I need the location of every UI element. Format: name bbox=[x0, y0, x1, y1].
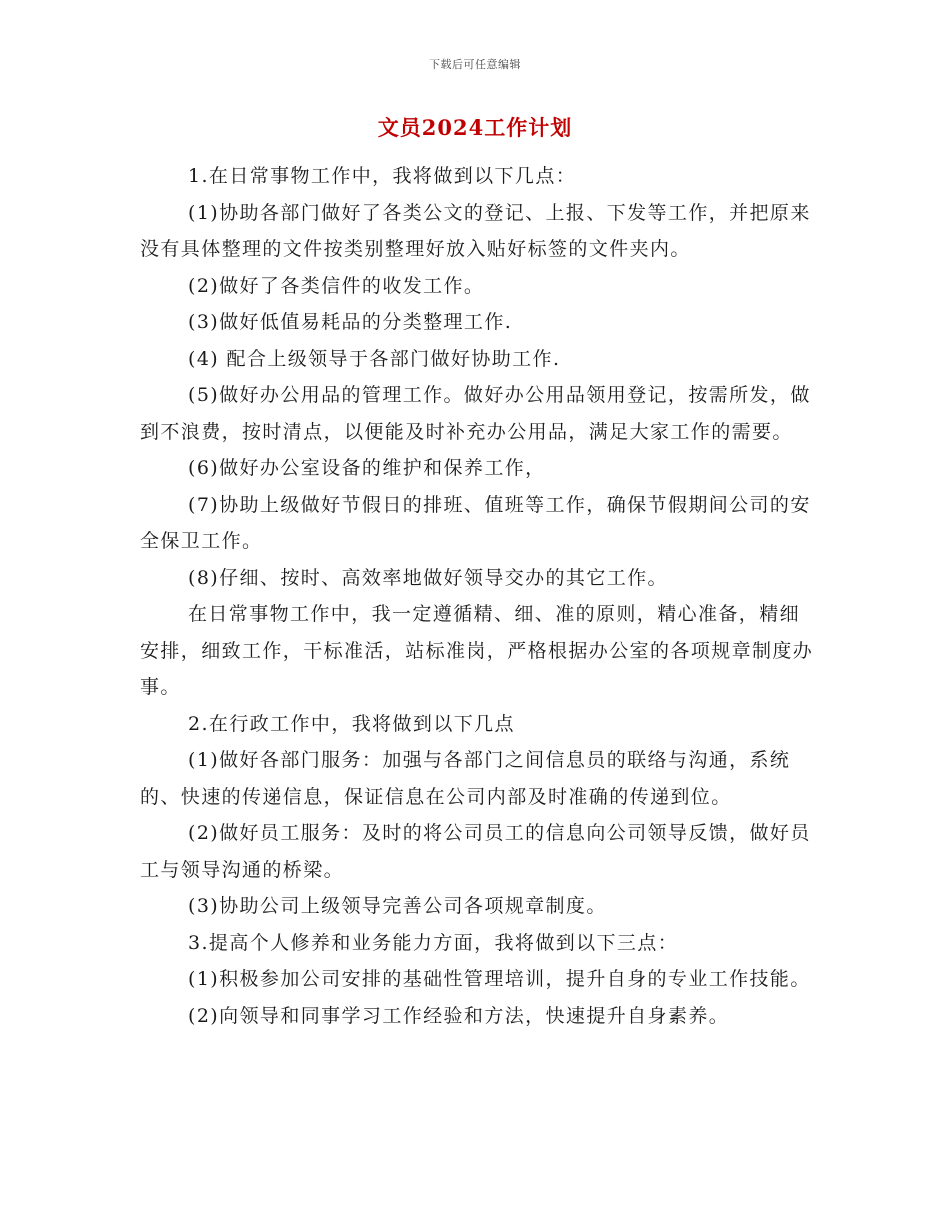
document-body bbox=[140, 158, 820, 1034]
paragraph-item: (1)协助各部门做好了各类公文的登记、上报、下发等工作，并把原来没有具体整理的文件按类别整理好放入贴好标签的文件夹内。 bbox=[140, 201, 811, 260]
paragraph-summary: 在日常事物工作中，我一定遵循精、细、准的原则，精心准备，精细安排，细致工作，干标准活，站标准岗，严格根据办公室的各项规章制度办事。 bbox=[140, 603, 814, 698]
document-title: 文员2024工作计划 bbox=[377, 115, 573, 140]
paragraph-item: (5)做好办公用品的管理工作。做好办公用品领用登记，按需所发，做到不浪费，按时清点，以便能及时补充办公用品，满足大家工作的需要。 bbox=[140, 384, 811, 443]
paragraph-item: (1)做好各部门服务：加强与各部门之间信息员的联络与沟通，系统的、快速的传递信息，保证信息在公司内部及时准确的传递到位。 bbox=[140, 749, 791, 808]
paragraph-section-2-heading: 2.在行政工作中，我将做到以下几点 bbox=[188, 712, 515, 735]
paragraph-item: (2)做好了各类信件的收发工作。 bbox=[188, 274, 485, 297]
paragraph-item: (1)积极参加公司安排的基础性管理培训，提升自身的专业工作技能。 bbox=[188, 968, 811, 990]
header-note: 下载后可任意编辑 bbox=[429, 58, 521, 71]
paragraph-item: (3)协助公司上级领导完善公司各项规章制度。 bbox=[188, 895, 607, 917]
paragraph-item: (6)做好办公室设备的维护和保养工作， bbox=[188, 457, 546, 479]
paragraph-item: (7)协助上级做好节假日的排班、值班等工作，确保节假期间公司的安全保卫工作。 bbox=[140, 493, 811, 552]
paragraph-section-3-heading: 3.提高个人修养和业务能力方面，我将做到以下三点： bbox=[188, 931, 679, 954]
paragraph-item: (2)向领导和同事学习工作经验和方法，快速提升自身素养。 bbox=[188, 1004, 730, 1027]
paragraph-item: (2)做好员工服务：及时的将公司员工的信息向公司领导反馈，做好员工与领导沟通的桥梁。 bbox=[140, 822, 811, 881]
paragraph-item: (4) 配合上级领导于各部门做好协助工作. bbox=[188, 347, 561, 370]
paragraph-section-1-heading: 1.在日常事物工作中，我将做到以下几点： bbox=[188, 165, 577, 187]
paragraph-item: (3)做好低值易耗品的分类整理工作. bbox=[188, 311, 513, 333]
paragraph-item: (8)仔细、按时、高效率地做好领导交办的其它工作。 bbox=[188, 566, 668, 589]
